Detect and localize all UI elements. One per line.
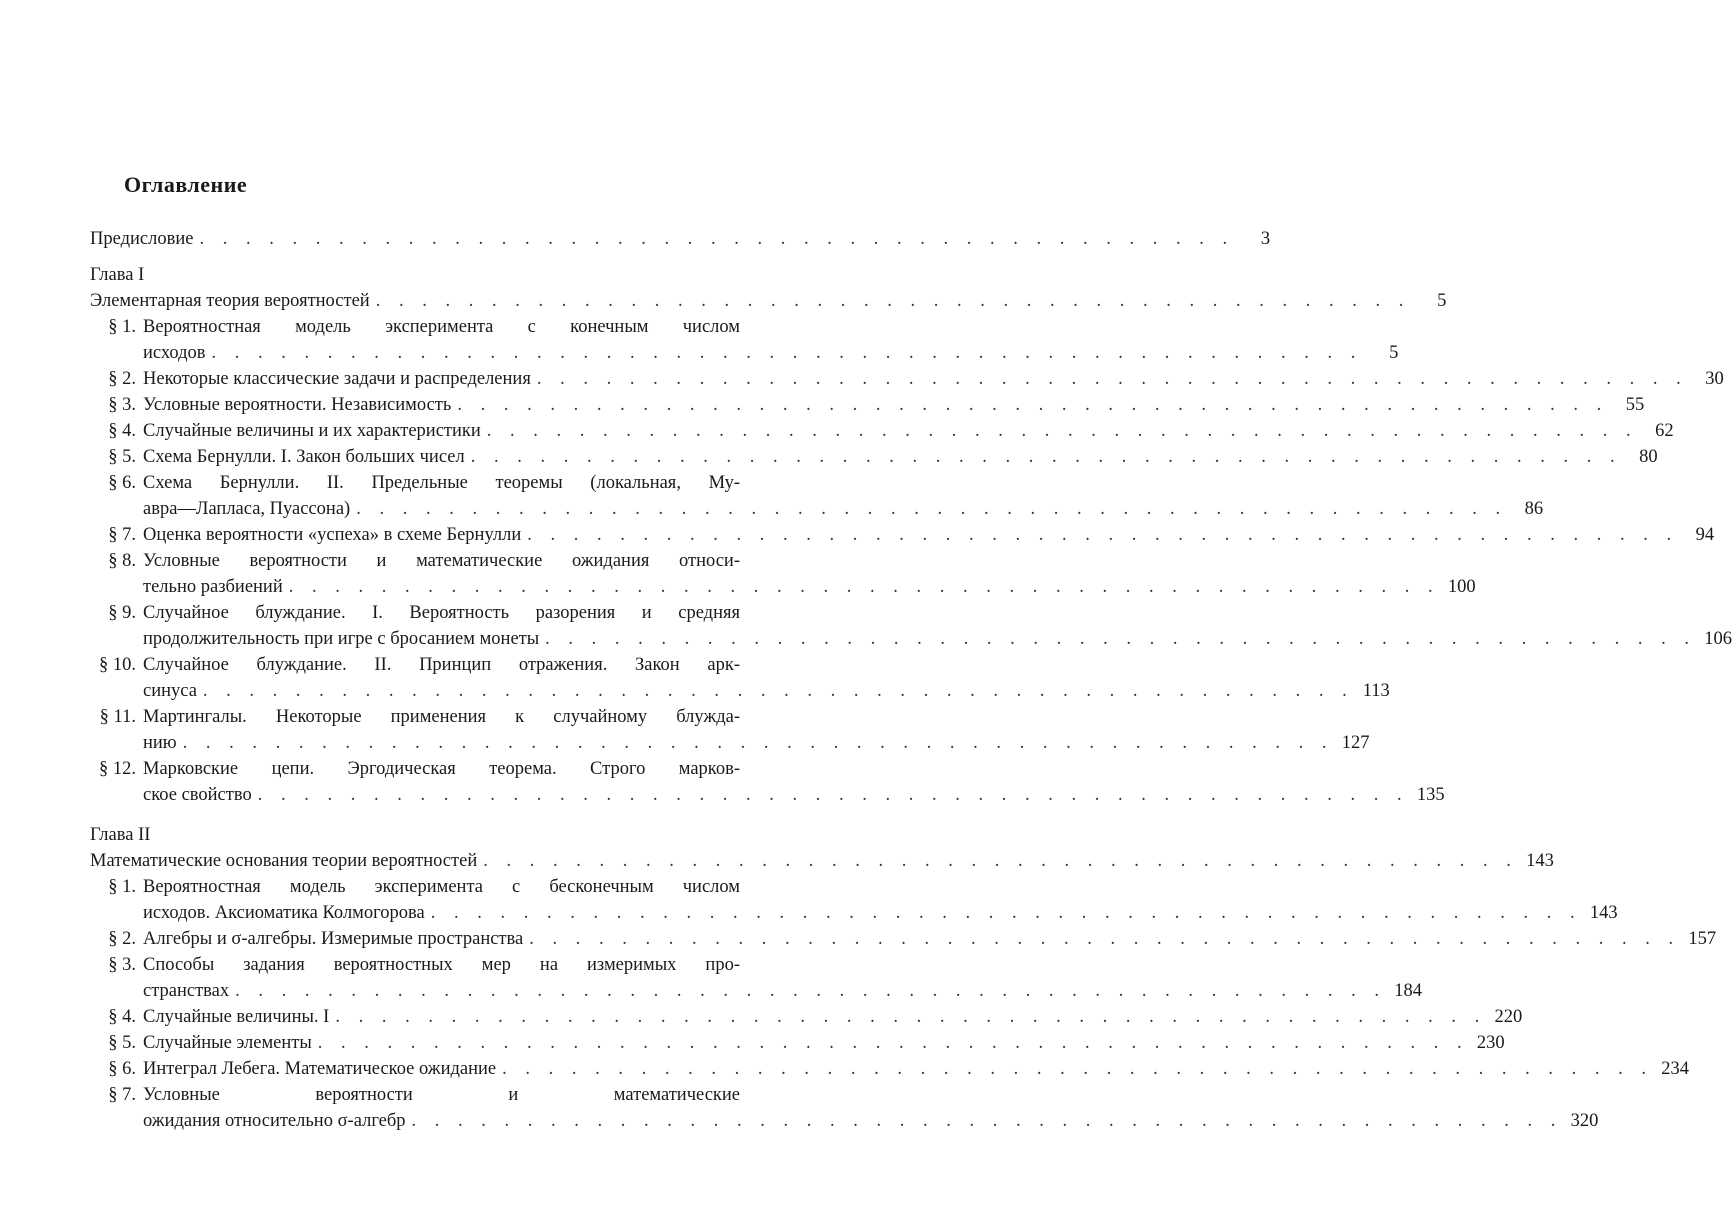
- toc-entry-section-continuation[interactable]: [143, 340, 1399, 366]
- entry-text: Элементарная теория вероятностей: [90, 291, 370, 311]
- toc-entry-section[interactable]: [90, 600, 740, 626]
- section-text: [143, 366, 1724, 392]
- toc-entry-section[interactable]: [90, 418, 1674, 444]
- leader-dots: . . . . . . . . . . . . . . . . . . . . . . . . . . . . . . . . . . . . . . . . . . . . .: [375, 291, 1411, 311]
- section-text: [143, 600, 740, 626]
- section-number: § 6.: [108, 473, 136, 493]
- section-number: § 3.: [108, 955, 136, 975]
- section-number: § 9.: [108, 603, 136, 623]
- section-number: § 7.: [108, 1085, 136, 1105]
- entry-text: Условные вероятности. Независимость: [143, 395, 452, 415]
- section-title-line: Случайное блуждание. I. Вероятность разорения и средняя: [143, 603, 740, 623]
- leader-dots: . . . . . . . . . . . . . . . . . . . . . . . . . . . . . . . . . . . . . . . . . . . . . . . . . .: [288, 577, 1440, 597]
- toc-entry-section[interactable]: [90, 548, 740, 574]
- leader-dots: . . . . . . . . . . . . . . . . . . . . . . . . . . . . . . . . . . . . . . . . . . . . . . . . . .: [529, 929, 1681, 949]
- section-text: [143, 470, 740, 496]
- toc-entry-section-continuation[interactable]: [143, 626, 1732, 652]
- entry-line: [143, 1108, 1599, 1134]
- leader-dots: . . . . . . . . . . . . . . . . . . . . . . . . . . . . . . . . . . . . . . . . . . . . . . . . . .: [457, 395, 1609, 415]
- toc-entry-section[interactable]: [90, 874, 740, 900]
- toc-entry-section[interactable]: [90, 366, 1724, 392]
- entry-line: [143, 522, 1715, 548]
- section-text: [143, 548, 740, 574]
- page-number: 3: [1260, 229, 1271, 249]
- section-text: [143, 874, 740, 900]
- toc-entry-section-continuation[interactable]: [143, 678, 1390, 704]
- chapter-label: Глава II: [90, 825, 151, 845]
- leader-dots: . . . . . . . . . . . . . . . . . . . . . . . . . . . . . . . . . . . . . . . . . . . . . . . . . .: [317, 1033, 1469, 1053]
- section-number: § 1.: [108, 317, 136, 337]
- section-title-line: Вероятностная модель эксперимента с бесконечным числом: [143, 877, 740, 897]
- page-number: 5: [1389, 343, 1399, 363]
- toc-entry-section[interactable]: [90, 1030, 1505, 1056]
- leader-dots: . . . . . . . . . . . . . . . . . . . . . . . . . . . . . . . . . . . . . . . . . . . . .: [483, 851, 1518, 871]
- section-title-line: Условные вероятности и математические: [143, 1085, 740, 1105]
- toc-entry-section[interactable]: [90, 470, 740, 496]
- section-text: [143, 522, 1715, 548]
- toc-entry-section-continuation[interactable]: [143, 574, 1476, 600]
- section-title-line: Схема Бернулли. II. Предельные теоремы (локальная, Му-: [143, 473, 740, 493]
- page-number: 80: [1639, 447, 1658, 467]
- chapter-label: Глава I: [90, 265, 145, 285]
- entry-text: исходов. Аксиоматика Колмогорова: [143, 903, 425, 923]
- entry-text: Некоторые классические задачи и распределения: [143, 369, 531, 389]
- entry-text: авра—Лапласа, Пуассона): [143, 499, 351, 519]
- page-number: 55: [1625, 395, 1645, 415]
- entry-line: [143, 978, 1423, 1004]
- leader-dots: . . . . . . . . . . . . . . . . . . . . . . . . . . . . . . . . . . . . . . . . . . . . . . . . . .: [430, 903, 1582, 923]
- toc-entry-section-continuation[interactable]: [143, 496, 1544, 522]
- page-number: 30: [1705, 369, 1724, 389]
- entry-line: [143, 678, 1390, 704]
- entry-text: ское свойство: [143, 785, 252, 805]
- page-number: 143: [1589, 903, 1618, 923]
- page-number: 62: [1655, 421, 1674, 441]
- entry-text: продолжительность при игре с бросанием монеты: [143, 629, 540, 649]
- page-number: 5: [1437, 291, 1447, 311]
- toc-entry-section-continuation[interactable]: [143, 900, 1618, 926]
- page-number: 100: [1447, 577, 1476, 597]
- section-text: [143, 652, 740, 678]
- entry-line: [143, 900, 1618, 926]
- page-number: 157: [1688, 929, 1717, 949]
- leader-dots: . . . . . . . . . . . . . . . . . . . . . . . . . . . . . . . . . . . . . . . . . . . . . . . . . .: [211, 343, 1363, 363]
- section-number: § 4.: [108, 421, 136, 441]
- entry-line: [143, 496, 1544, 522]
- section-title-line: Способы задания вероятностных мер на измеримых про-: [143, 955, 740, 975]
- page-number: 94: [1695, 525, 1715, 545]
- section-text: [143, 926, 1717, 952]
- page-title: Оглавление: [124, 172, 248, 197]
- page-number: 113: [1362, 681, 1390, 701]
- leader-dots: . . . . . . . . . . . . . . . . . . . . . . . . . . . . . . . . . . . . . . . . . . . . . . . . . .: [335, 1007, 1487, 1027]
- entry-line: [143, 1030, 1505, 1056]
- leader-dots: . . . . . . . . . . . . . . . . . . . . . . . . . . . . . . . . . . . . . . . . . . . . . . . . . .: [536, 369, 1688, 389]
- leader-dots: . . . . . . . . . . . . . . . . . . . . . . . . . . . . . . . . . . . . . . . . . . . . .: [199, 229, 1235, 249]
- entry-text: Случайные величины и их характеристики: [143, 421, 481, 441]
- toc-entry-section[interactable]: [90, 926, 1717, 952]
- section-number: § 7.: [108, 525, 136, 545]
- section-number: § 11.: [99, 707, 136, 727]
- section-text: [143, 1004, 1523, 1030]
- page-number: 86: [1524, 499, 1544, 519]
- leader-dots: . . . . . . . . . . . . . . . . . . . . . . . . . . . . . . . . . . . . . . . . . . . . . . . . . .: [486, 421, 1638, 441]
- toc-entry-section-continuation[interactable]: [143, 782, 1445, 808]
- toc-entry-preface[interactable]: [90, 226, 1271, 252]
- entry-text: Математические основания теории вероятностей: [90, 851, 478, 871]
- section-text: [143, 314, 740, 340]
- section-number: § 5.: [108, 447, 136, 467]
- entry-text: Оценка вероятности «успеха» в схеме Бернулли: [143, 525, 522, 545]
- entry-text: нию: [143, 733, 177, 753]
- section-number: § 1.: [108, 877, 136, 897]
- section-number: § 2.: [108, 369, 136, 389]
- leader-dots: . . . . . . . . . . . . . . . . . . . . . . . . . . . . . . . . . . . . . . . . . . . . . . . . . .: [545, 629, 1697, 649]
- entry-text: ожидания относительно σ-алгебр: [143, 1111, 406, 1131]
- entry-text: Предисловие: [90, 229, 194, 249]
- toc-entry-section[interactable]: [90, 756, 740, 782]
- page-number: 234: [1661, 1059, 1689, 1079]
- section-text: [143, 1056, 1689, 1082]
- toc-entry-section-continuation[interactable]: [143, 978, 1423, 1004]
- toc-entry-section[interactable]: [90, 1082, 740, 1108]
- toc-entry-section[interactable]: [90, 522, 1715, 548]
- entry-line: [143, 444, 1658, 470]
- entry-text: исходов: [143, 343, 206, 363]
- section-text: [143, 392, 1645, 418]
- entry-text: Интеграл Лебега. Математическое ожидание: [143, 1059, 497, 1079]
- section-number: § 6.: [108, 1059, 136, 1079]
- entry-text: Случайные величины. I: [143, 1007, 330, 1027]
- toc-entry-section[interactable]: [90, 1056, 1689, 1082]
- toc-entry-section[interactable]: [90, 314, 740, 340]
- section-number: § 10.: [99, 655, 136, 675]
- section-text: [143, 704, 740, 730]
- section-title-line: Случайное блуждание. II. Принцип отражения. Закон арк-: [143, 655, 740, 675]
- toc-entry-section[interactable]: [90, 652, 740, 678]
- entry-line: [143, 926, 1717, 952]
- entry-text: Случайные элементы: [143, 1033, 312, 1053]
- page-number: 143: [1526, 851, 1554, 871]
- leader-dots: . . . . . . . . . . . . . . . . . . . . . . . . . . . . . . . . . . . . . . . . . . . . . . . . . .: [502, 1059, 1653, 1079]
- page-number: 106: [1704, 629, 1732, 649]
- section-text: [143, 756, 740, 782]
- page-number: 220: [1494, 1007, 1523, 1027]
- section-text: [143, 418, 1674, 444]
- toc-entry-section[interactable]: [90, 1004, 1523, 1030]
- page-number: 127: [1341, 733, 1370, 753]
- section-title-line: Мартингалы. Некоторые применения к случайному блужда-: [143, 707, 740, 727]
- entry-line: [143, 730, 1370, 756]
- entry-line: [143, 626, 1732, 652]
- page-number: 230: [1476, 1033, 1505, 1053]
- entry-line: [143, 418, 1674, 444]
- entry-line: [143, 392, 1645, 418]
- toc-entry-section[interactable]: [90, 952, 740, 978]
- toc-entry-section[interactable]: [90, 704, 740, 730]
- leader-dots: . . . . . . . . . . . . . . . . . . . . . . . . . . . . . . . . . . . . . . . . . . . . . . . . . .: [356, 499, 1508, 519]
- entry-line: [143, 340, 1399, 366]
- section-text: [143, 1030, 1505, 1056]
- section-text: [143, 444, 1658, 470]
- toc-entry-section-continuation[interactable]: [143, 1108, 1599, 1134]
- leader-dots: . . . . . . . . . . . . . . . . . . . . . . . . . . . . . . . . . . . . . . . . . . . . . . . . . .: [202, 681, 1354, 701]
- leader-dots: . . . . . . . . . . . . . . . . . . . . . . . . . . . . . . . . . . . . . . . . . . . . . . . . . .: [235, 981, 1387, 1001]
- toc-entry-chapter-2[interactable]: [90, 848, 1554, 874]
- section-number: § 5.: [108, 1033, 136, 1053]
- toc-entry-chapter-1[interactable]: [90, 288, 1447, 314]
- section-number: § 3.: [108, 395, 136, 415]
- entry-line: [143, 1004, 1523, 1030]
- leader-dots: . . . . . . . . . . . . . . . . . . . . . . . . . . . . . . . . . . . . . . . . . . . . . . . . . .: [470, 447, 1622, 467]
- entry-text: тельно разбиений: [143, 577, 283, 597]
- entry-line: [143, 366, 1724, 392]
- section-title-line: Марковские цепи. Эргодическая теорема. Строго марков-: [143, 759, 740, 779]
- entry-line: [143, 782, 1445, 808]
- leader-dots: . . . . . . . . . . . . . . . . . . . . . . . . . . . . . . . . . . . . . . . . . . . . . . . . . .: [411, 1111, 1563, 1131]
- entry-text: синуса: [143, 681, 197, 701]
- section-text: [143, 1082, 740, 1108]
- section-number: § 2.: [108, 929, 136, 949]
- page-number: 184: [1394, 981, 1423, 1001]
- entry-text: странствах: [143, 981, 230, 1001]
- page-number: 320: [1570, 1111, 1599, 1131]
- leader-dots: . . . . . . . . . . . . . . . . . . . . . . . . . . . . . . . . . . . . . . . . . . . . . . . . . .: [257, 785, 1409, 805]
- section-title-line: Условные вероятности и математические ожидания относи-: [143, 551, 740, 571]
- section-number: § 4.: [108, 1007, 136, 1027]
- section-text: [143, 952, 740, 978]
- page-number: 135: [1416, 785, 1445, 805]
- entry-line: [143, 574, 1476, 600]
- entry-text: Алгебры и σ-алгебры. Измеримые пространства: [143, 929, 524, 949]
- toc-entry-section[interactable]: [90, 392, 1645, 418]
- section-title-line: Вероятностная модель эксперимента с конечным числом: [143, 317, 740, 337]
- section-number: § 12.: [99, 759, 136, 779]
- entry-line: [143, 1056, 1689, 1082]
- leader-dots: . . . . . . . . . . . . . . . . . . . . . . . . . . . . . . . . . . . . . . . . . . . . . . . . . .: [527, 525, 1679, 545]
- entry-text: Схема Бернулли. I. Закон больших чисел: [143, 447, 465, 467]
- toc-entry-section[interactable]: [90, 444, 1658, 470]
- leader-dots: . . . . . . . . . . . . . . . . . . . . . . . . . . . . . . . . . . . . . . . . . . . . . . . . . .: [182, 733, 1334, 753]
- section-number: § 8.: [108, 551, 136, 571]
- toc-entry-section-continuation[interactable]: [143, 730, 1370, 756]
